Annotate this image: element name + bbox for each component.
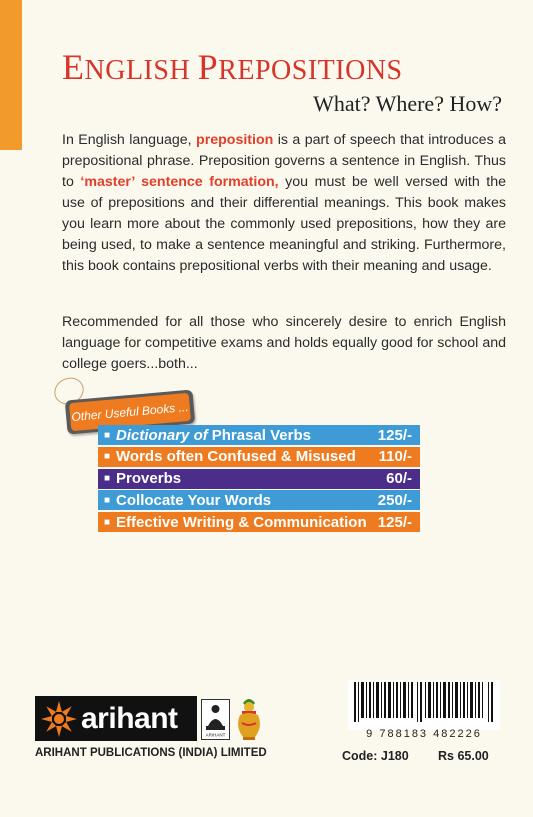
bullet-icon: ■ bbox=[104, 516, 111, 528]
book-subtitle: What? Where? How? bbox=[313, 91, 502, 116]
sun-logo-icon bbox=[39, 699, 79, 739]
mascot-icon bbox=[201, 699, 230, 740]
kalash-icon bbox=[233, 697, 265, 741]
title-rest-1: NGLISH bbox=[84, 55, 198, 86]
svg-text:ARIHANT: ARIHANT bbox=[205, 732, 226, 738]
orange-accent-bar bbox=[0, 0, 22, 150]
bullet-icon: ■ bbox=[104, 429, 111, 441]
book-price: 125/- bbox=[377, 426, 412, 444]
book-row: ■ Effective Writing & Communication 125/- bbox=[98, 512, 420, 532]
bullet-icon: ■ bbox=[104, 494, 111, 506]
book-code: Code: J180 bbox=[342, 749, 409, 763]
description-paragraph: In English language, preposition is a part of speech that introduces a prepositional phrase. Preposition governs a sentence in English. Thus to ‘master’ sentence formation, you must be well versed with the use of prepositions and their differential meanings. This book makes you learn more about the commonly used prepositions, how they are being used, to make a sentence meaningful and striking. Furthermore, this book contains prepositional verbs with their meaning and usage. bbox=[62, 132, 507, 274]
publisher-name: ARIHANT PUBLICATIONS (INDIA) LIMITED bbox=[35, 747, 267, 759]
isbn-number: 9 788183 482226 bbox=[366, 728, 482, 740]
book-price: 250/- bbox=[377, 491, 412, 509]
book-price-label: Rs 65.00 bbox=[438, 749, 489, 763]
highlight-master: ‘master’ sentence formation, bbox=[80, 174, 279, 190]
book-row: ■ Dictionary of Phrasal Verbs 125/- bbox=[98, 425, 420, 445]
book-row: ■ Collocate Your Words 250/- bbox=[98, 490, 420, 510]
highlight-preposition: preposition bbox=[196, 132, 274, 148]
bullet-icon: ■ bbox=[104, 473, 111, 485]
book-price: 60/- bbox=[386, 470, 412, 488]
book-row: ■ Proverbs 60/- bbox=[98, 469, 420, 489]
arihant-logo bbox=[35, 696, 197, 741]
recommendation-paragraph: Recommended for all those who sincerely desire to enrich English language for competitive exams and holds equally good for school and college goers...both... bbox=[62, 314, 506, 372]
logo-text: arihant bbox=[81, 701, 178, 735]
book-row: ■ Words often Confused & Misused 110/- bbox=[98, 447, 420, 467]
barcode bbox=[348, 680, 500, 730]
book-title bbox=[62, 46, 403, 88]
barcode-icon bbox=[354, 682, 494, 722]
bullet-icon: ■ bbox=[104, 451, 111, 463]
title-initial-2: P bbox=[197, 47, 219, 87]
title-initial-1: E bbox=[62, 47, 85, 87]
book-price: 110/- bbox=[378, 448, 412, 466]
title-rest-2: REPOSITIONS bbox=[218, 55, 403, 86]
tag-label: Other Useful Books ... bbox=[69, 393, 191, 431]
book-price: 125/- bbox=[377, 513, 412, 531]
other-books-list bbox=[98, 425, 420, 534]
